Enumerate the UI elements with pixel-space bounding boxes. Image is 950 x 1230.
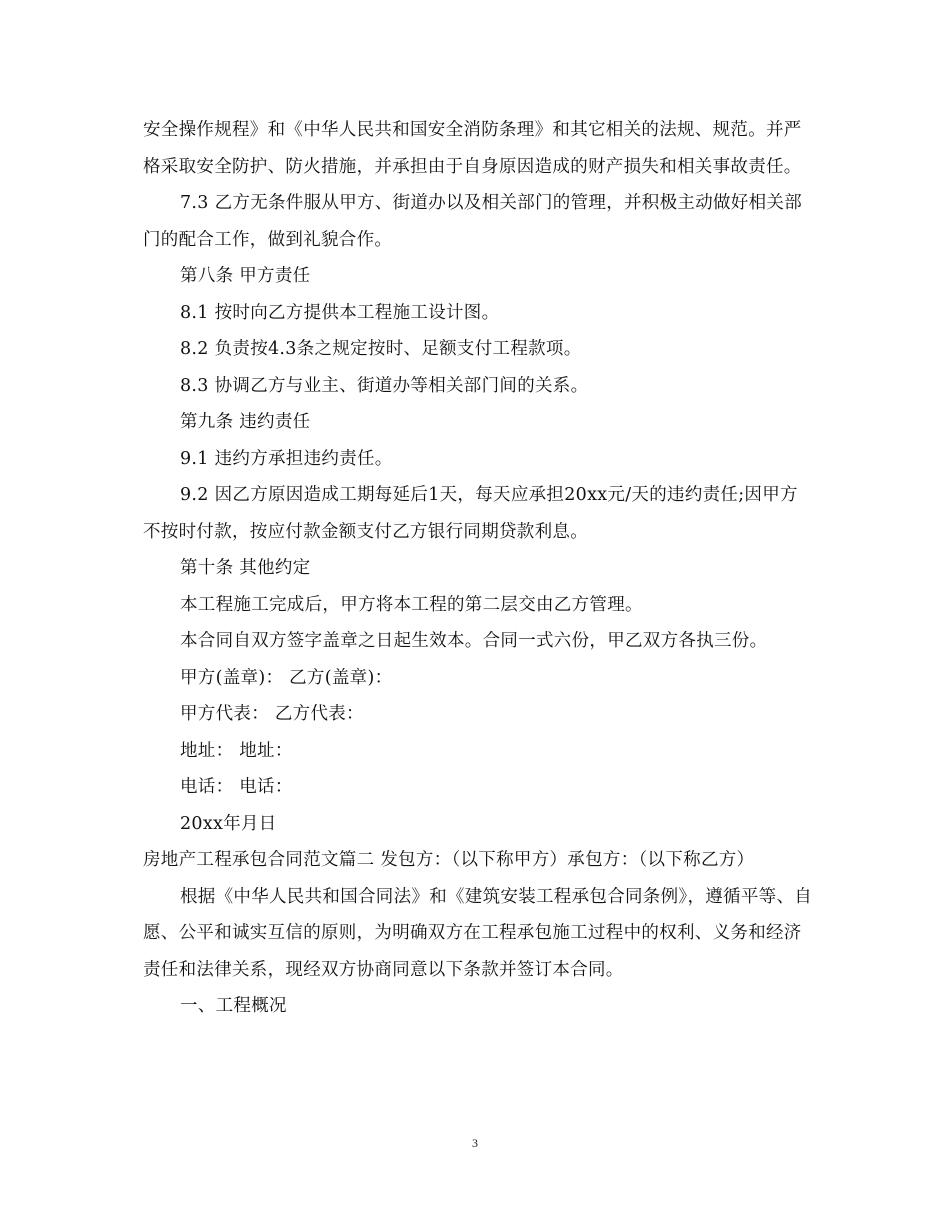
- paragraph: 8.2 负责按4.3条之规定按时、足额支付工程款项。: [180, 339, 582, 359]
- paragraph: 本合同自双方签字盖章之日起生效本。合同一式六份，甲乙双方各执三份。: [180, 631, 768, 651]
- paragraph: 8.3 协调乙方与业主、街道办等相关部门间的关系。: [180, 375, 589, 396]
- paragraph: 7.3 乙方无条件服从甲方、街道办以及相关部门的管理，并积极主动做好相关部门的配合工作，做到礼貌合作。: [143, 193, 802, 250]
- paragraph: 安全操作规程》和《中华人民共和国安全消防条理》和其它相关的法规、规范。并严格采取安全防护、防火措施，并承担由于自身原因造成的财产损失和相关事故责任。: [143, 120, 802, 177]
- paragraph: 8.1 按时向乙方提供本工程施工设计图。: [180, 302, 500, 323]
- paragraph: 9.2 因乙方原因造成工期每延后1天，每天应承担20xx元/天的违约责任;因甲方不按时付款，按应付款金额支付乙方银行同期贷款利息。: [143, 485, 798, 542]
- date-line: 20xx年月日: [180, 813, 277, 834]
- section-heading: 一、工程概况: [180, 996, 287, 1016]
- signature-line: 甲方(盖章)： 乙方(盖章)：: [180, 667, 393, 688]
- section-heading: 第九条 违约责任: [180, 412, 311, 432]
- section-heading: 第十条 其他约定: [180, 558, 311, 578]
- page-number: 3: [472, 1136, 478, 1150]
- document-body: [143, 112, 813, 1025]
- paragraph: 本工程施工完成后，甲方将本工程的第二层交由乙方管理。: [180, 594, 643, 615]
- paragraph: 9.1 违约方承担违约责任。: [180, 448, 393, 469]
- section-heading: 第八条 甲方责任: [180, 266, 311, 286]
- signature-line: 电话： 电话：: [180, 777, 293, 797]
- signature-line: 地址： 地址：: [180, 740, 293, 761]
- section-title: 房地产工程承包合同范文篇二 发包方：（以下称甲方）承包方：（以下称乙方）: [143, 850, 755, 870]
- signature-line: 甲方代表： 乙方代表：: [180, 704, 364, 724]
- paragraph: 根据《中华人民共和国合同法》和《建筑安装工程承包合同条例》，遵循平等、自愿、公平和诚实互信的原则，为明确双方在工程承包施工过程中的权利、义务和经济责任和法律关系，现经双方协商同意以下条款并签订本合同。: [143, 886, 813, 980]
